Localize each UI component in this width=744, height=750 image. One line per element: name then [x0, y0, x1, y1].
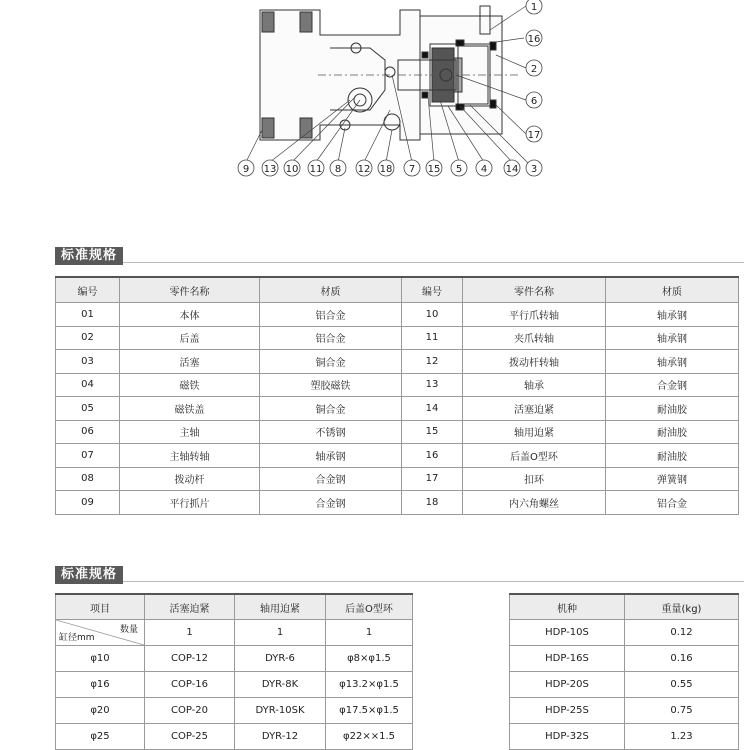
table-cell: 16: [402, 444, 463, 468]
table-cell: 01: [56, 303, 120, 327]
callout-label: 18: [379, 164, 393, 175]
table-cell: 铜合金: [260, 397, 402, 421]
table-cell: 本体: [120, 303, 260, 327]
table-row: [56, 620, 413, 646]
table-cell: HDP-25S: [510, 698, 625, 724]
table-header-row: [56, 594, 413, 620]
column-header: 编号: [402, 277, 463, 303]
table-row: [56, 350, 739, 374]
table-cell: 12: [402, 350, 463, 374]
table-row: [56, 491, 739, 515]
table-cell: 18: [402, 491, 463, 515]
table-cell: 平行抓片: [120, 491, 260, 515]
table-cell: 10: [402, 303, 463, 327]
table-row: [56, 444, 739, 468]
table-cell: 平行爪转轴: [463, 303, 606, 327]
column-header: 轴用迫紧: [235, 594, 326, 620]
table-cell: 扣环: [463, 467, 606, 491]
column-header: 机种: [510, 594, 625, 620]
table-row: [56, 303, 739, 327]
table-cell: 活塞: [120, 350, 260, 374]
callout-label: 10: [285, 164, 299, 175]
table-cell: COP-12: [145, 646, 235, 672]
callout-label: 1: [530, 2, 538, 13]
table-cell: φ22××1.5: [326, 724, 413, 750]
column-header: 重量(kg): [625, 594, 739, 620]
table-cell: 1: [235, 620, 326, 646]
table-cell: 磁铁: [120, 373, 260, 397]
table-cell: 17: [402, 467, 463, 491]
table-row: [56, 724, 413, 750]
table-cell: 轴承: [463, 373, 606, 397]
table-row: [56, 646, 413, 672]
table-cell: COP-16: [145, 672, 235, 698]
table-cell: 0.16: [625, 646, 739, 672]
table-row: [510, 646, 739, 672]
section-header: [55, 563, 744, 582]
section-header: [55, 244, 744, 263]
table-row: [510, 724, 739, 750]
table-cell: COP-25: [145, 724, 235, 750]
callout-label: 14: [505, 164, 519, 175]
callout-label: 17: [527, 130, 541, 141]
table-row: [56, 397, 739, 421]
table-cell: 合金钢: [260, 467, 402, 491]
table-row: [56, 698, 413, 724]
table-cell: 轴承钢: [606, 350, 739, 374]
table-cell: 后盖: [120, 326, 260, 350]
callout-label: 9: [242, 164, 250, 175]
column-header: 材质: [606, 277, 739, 303]
table-cell: HDP-10S: [510, 620, 625, 646]
gripper-cross-section-diagram: [0, 0, 744, 240]
table-cell: 04: [56, 373, 120, 397]
table-cell: HDP-20S: [510, 672, 625, 698]
table-cell: 磁铁盖: [120, 397, 260, 421]
callout-label: 6: [530, 96, 538, 107]
table-cell: 09: [56, 491, 120, 515]
table-cell: 主轴转轴: [120, 444, 260, 468]
table-cell: 耐油胶: [606, 444, 739, 468]
table-row: [510, 620, 739, 646]
table-cell: 活塞迫紧: [463, 397, 606, 421]
table-cell: φ20: [56, 698, 145, 724]
table-cell: 不锈钢: [260, 420, 402, 444]
table-cell: COP-20: [145, 698, 235, 724]
table-cell: HDP-32S: [510, 724, 625, 750]
table-cell: 13: [402, 373, 463, 397]
table-cell: 03: [56, 350, 120, 374]
column-header: 项目: [56, 594, 145, 620]
table-cell: 0.75: [625, 698, 739, 724]
column-header: 后盖O型环: [326, 594, 413, 620]
table-cell: 轴用迫紧: [463, 420, 606, 444]
diagonal-top-label: 数量: [119, 625, 138, 635]
table-cell: DYR-8K: [235, 672, 326, 698]
callout-label: 5: [455, 164, 463, 175]
table-cell: HDP-16S: [510, 646, 625, 672]
table-cell: 合金钢: [606, 373, 739, 397]
table-row: [56, 326, 739, 350]
table-cell: 11: [402, 326, 463, 350]
table-cell: φ16: [56, 672, 145, 698]
table-cell: 拨动杆: [120, 467, 260, 491]
table-cell: 铝合金: [260, 303, 402, 327]
table-cell: φ17.5×φ1.5: [326, 698, 413, 724]
table-cell: 夹爪转轴: [463, 326, 606, 350]
callout-label: 15: [427, 164, 441, 175]
table-cell: 铜合金: [260, 350, 402, 374]
table-cell: 02: [56, 326, 120, 350]
table-cell: DYR-10SK: [235, 698, 326, 724]
table-cell: 14: [402, 397, 463, 421]
section-title: 标准规格: [55, 247, 123, 265]
table-row: [56, 467, 739, 491]
callout-label: 7: [408, 164, 416, 175]
callout-label: 4: [480, 164, 488, 175]
callout-label: 11: [309, 164, 323, 175]
callout-label: 2: [530, 64, 538, 75]
table-cell: 铝合金: [606, 491, 739, 515]
column-header: 零件名称: [463, 277, 606, 303]
parts-table: [55, 276, 739, 515]
callout-label: 16: [527, 34, 541, 45]
callout-label: 13: [263, 164, 277, 175]
table-row: [56, 373, 739, 397]
diagonal-header-cell: [56, 620, 145, 646]
column-header: 活塞迫紧: [145, 594, 235, 620]
table-cell: 弹簧钢: [606, 467, 739, 491]
column-header: 材质: [260, 277, 402, 303]
table-cell: φ8×φ1.5: [326, 646, 413, 672]
table-cell: 合金钢: [260, 491, 402, 515]
diagonal-bottom-label: 缸径mm: [59, 633, 95, 643]
table-cell: DYR-12: [235, 724, 326, 750]
callout-label: 8: [334, 164, 342, 175]
table-cell: 轴承钢: [260, 444, 402, 468]
table-header-row: [56, 277, 739, 303]
table-cell: 后盖O型环: [463, 444, 606, 468]
table-cell: 铝合金: [260, 326, 402, 350]
seal-spec-table: [55, 593, 413, 750]
table-cell: 耐油胶: [606, 397, 739, 421]
table-cell: DYR-6: [235, 646, 326, 672]
table-cell: 05: [56, 397, 120, 421]
section-title: 标准规格: [55, 566, 123, 584]
table-cell: 塑胶磁铁: [260, 373, 402, 397]
column-header: 零件名称: [120, 277, 260, 303]
table-cell: 1: [145, 620, 235, 646]
table-cell: 拨动杆转轴: [463, 350, 606, 374]
table-cell: 1: [326, 620, 413, 646]
table-cell: 06: [56, 420, 120, 444]
table-row: [510, 698, 739, 724]
table-cell: φ25: [56, 724, 145, 750]
weight-table: [509, 593, 739, 750]
table-cell: 08: [56, 467, 120, 491]
table-cell: 轴承钢: [606, 303, 739, 327]
callout-label: 3: [530, 164, 538, 175]
table-cell: φ13.2×φ1.5: [326, 672, 413, 698]
table-cell: 15: [402, 420, 463, 444]
table-cell: φ10: [56, 646, 145, 672]
column-header: 编号: [56, 277, 120, 303]
table-cell: 0.12: [625, 620, 739, 646]
table-row: [510, 672, 739, 698]
table-row: [56, 420, 739, 444]
table-cell: 07: [56, 444, 120, 468]
table-row: [56, 672, 413, 698]
table-cell: 0.55: [625, 672, 739, 698]
table-header-row: [510, 594, 739, 620]
table-cell: 1.23: [625, 724, 739, 750]
table-cell: 内六角螺丝: [463, 491, 606, 515]
table-cell: 耐油胶: [606, 420, 739, 444]
table-cell: 主轴: [120, 420, 260, 444]
table-cell: 轴承钢: [606, 326, 739, 350]
callout-label: 12: [357, 164, 371, 175]
